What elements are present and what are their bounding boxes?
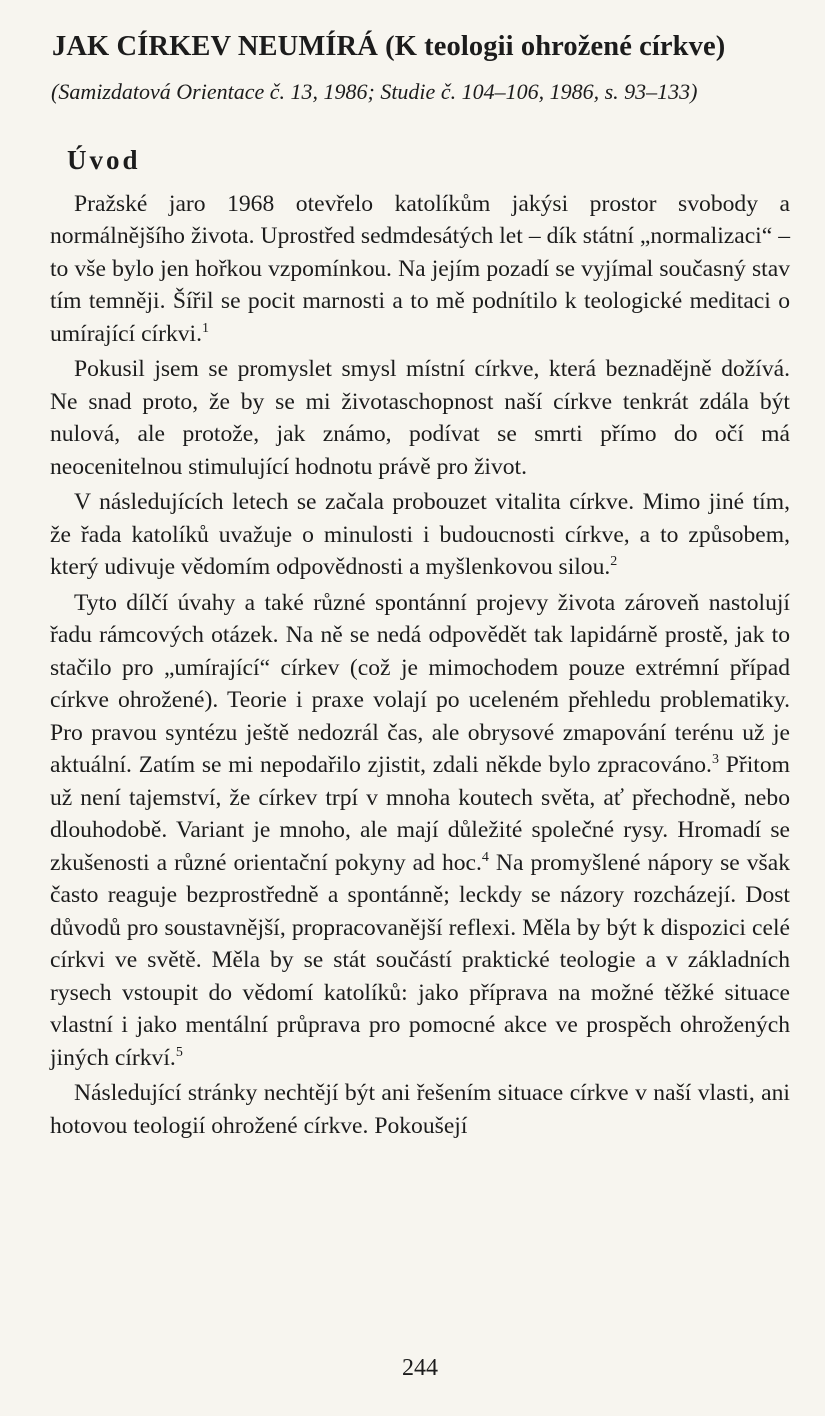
paragraph-1	[50, 188, 790, 351]
section-heading: Úvod	[67, 144, 141, 175]
paragraph-text: V následujících letech se začala probouzet vitalita církve. Mimo jiné tím, že řada katolíků uvažuje o minulosti i budoucnosti církve, a to způsobem, který udivuje vědomím odpovědnosti a myšlenkovou silou.	[50, 489, 790, 581]
paragraph-5	[50, 1077, 790, 1142]
paragraph-text: Přitom už není tajemství, že církev trpí v mnoha koutech světa, ať přechodně, nebo dlouhodobě. Variant je mnoho, ale mají důležité společné rysy. Hromadí se zkušenosti a různé orientační pokyny ad hoc.	[50, 752, 791, 876]
document-title: JAK CÍRKEV NEUMÍRÁ (K teologii ohrožené církve)	[52, 31, 726, 62]
paragraph-text: Pokusil jsem se promyslet smysl místní církve, která beznadějně dožívá. Ne snad proto, že by se mi životaschopnost naší církve tenkrát zdála být nulová, ale protože, jak známo, podívat se smrti přímo do očí má neocenitelnou stimulující hodnotu právě pro život.	[50, 356, 790, 480]
body-text	[50, 188, 790, 1143]
paragraph-text: Na promyšlené nápory se však často reaguje bezprostředně a spontánně; leckdy se názory rozcházejí. Dost důvodů pro soustavnější, propracovanější reflexi. Měla by být k dispozici celé církvi ve světě. Měla by se stát součástí praktické teologie a v základních rysech vstoupit do vědomí katolíků: jako příprava na možné těžké situace vlastní i jako mentální průprava pro pomocné akce ve prospěch ohrožených jiných církví.	[50, 849, 790, 1071]
paragraph-text: Tyto dílčí úvahy a také různé spontánní projevy života zároveň nastolují řadu rámcových otázek. Na ně se nedá odpovědět tak lapidárně prostě, jak to stačilo pro „umírající“ církev (což je mimochodem pouze extrémní případ církve ohrožené). Teorie i praxe volají po uceleném přehledu problematiky. Pro pravou syntézu ještě nedozrál čas, ale obrysové zmapování terénu už je aktuální. Zatím se mi nepodařilo zjistit, zdali někde bylo zpracováno.	[50, 589, 790, 779]
page-number: 244	[402, 1355, 438, 1381]
source-citation: (Samizdatová Orientace č. 13, 1986; Studie č. 104–106, 1986, s. 93–133)	[51, 79, 698, 105]
paragraph-3	[50, 486, 790, 584]
footnote-marker: 3	[711, 752, 719, 768]
paragraph-4	[50, 587, 790, 1075]
footnote-marker: 2	[610, 554, 618, 570]
paragraph-text: Pražské jaro 1968 otevřelo katolíkům jakýsi prostor svobody a normálnějšího života. Uprostřed sedmdesátých let – dík státní „normalizaci“ – to vše bylo jen hořkou vzpomínkou. Na jejím pozadí se vyjímal současný stav tím temněji. Šířil se pocit marnosti a to mě podnítilo k teologické meditaci o umírající církvi.	[50, 190, 790, 347]
footnote-marker: 1	[202, 320, 209, 336]
footnote-marker: 4	[481, 849, 489, 865]
paragraph-2	[50, 353, 790, 483]
document-page	[50, 30, 790, 1380]
footnote-marker: 5	[175, 1044, 183, 1060]
paragraph-text: Následující stránky nechtějí být ani řešením situace církve v naší vlasti, ani hotovou teologií ohrožené církve. Pokoušejí	[50, 1080, 790, 1139]
